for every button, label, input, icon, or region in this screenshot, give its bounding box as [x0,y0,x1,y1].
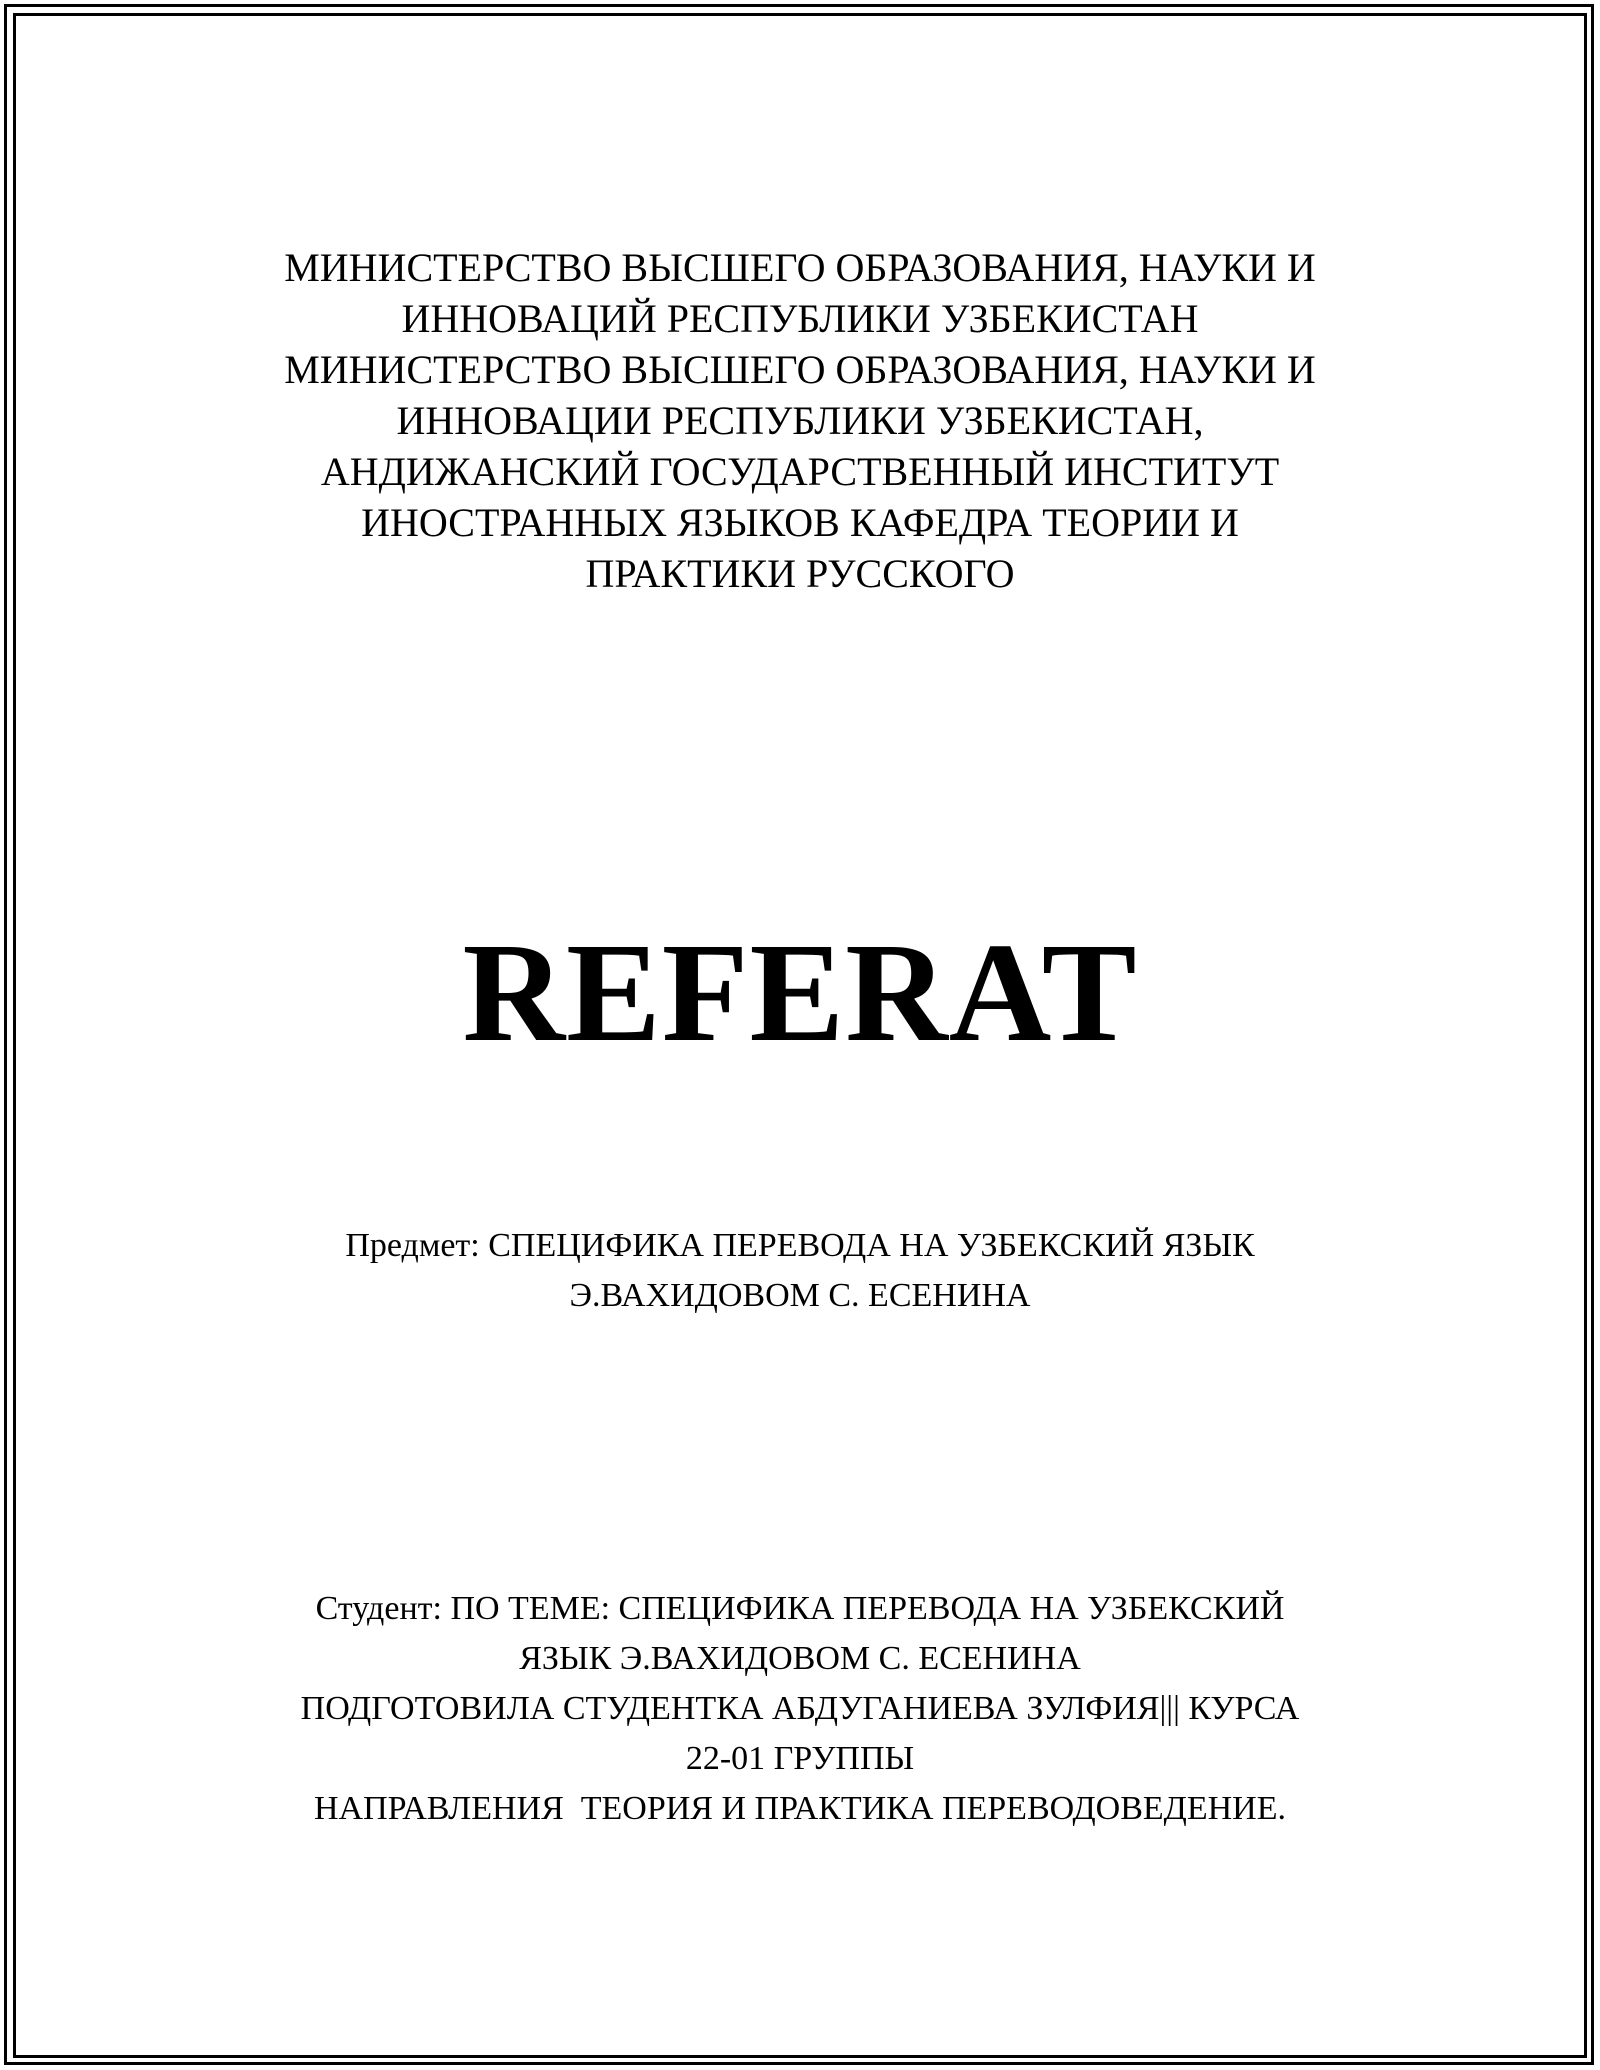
header-line: МИНИСТЕРСТВО ВЫСШЕГО ОБРАЗОВАНИЯ, НАУКИ И [284,245,1316,290]
subject-line: Предмет: СПЕЦИФИКА ПЕРЕВОДА НА УЗБЕКСКИЙ ЯЗЫК [345,1227,1255,1264]
header-line: ИННОВАЦИИ РЕСПУБЛИКИ УЗБЕКИСТАН, [396,398,1204,443]
header-line: ИНОСТРАННЫХ ЯЗЫКОВ КАФЕДРА ТЕОРИИ И [361,500,1239,545]
header-line: ИННОВАЦИЙ РЕСПУБЛИКИ УЗБЕКИСТАН [401,296,1199,341]
document-title: REFERAT [462,913,1138,1071]
student-line: 22-01 ГРУППЫ [685,1740,915,1777]
header-line: МИНИСТЕРСТВО ВЫСШЕГО ОБРАЗОВАНИЯ, НАУКИ И [284,347,1316,392]
student-line: НАПРАВЛЕНИЯ ТЕОРИЯ И ПРАКТИКА ПЕРЕВОДОВЕДЕНИЕ. [313,1790,1287,1827]
student-line: ПОДГОТОВИЛА СТУДЕНТКА АБДУГАНИЕВА ЗУЛФИЯ||| КУРСА [300,1690,1300,1727]
header-line: АНДИЖАНСКИЙ ГОСУДАРСТВЕННЫЙ ИНСТИТУТ [320,449,1280,494]
student-line: Студент: ПО ТЕМЕ: СПЕЦИФИКА ПЕРЕВОДА НА УЗБЕКСКИЙ [315,1590,1285,1627]
subject-line: Э.ВАХИДОВОМ С. ЕСЕНИНА [569,1277,1031,1314]
student-section [0,1584,1600,1834]
ministry-header [0,242,1600,599]
header-line: ПРАКТИКИ РУССКОГО [585,551,1015,596]
title-section [0,912,1600,1072]
student-line: ЯЗЫК Э.ВАХИДОВОМ С. ЕСЕНИНА [519,1640,1081,1677]
subject-section [0,1221,1600,1321]
